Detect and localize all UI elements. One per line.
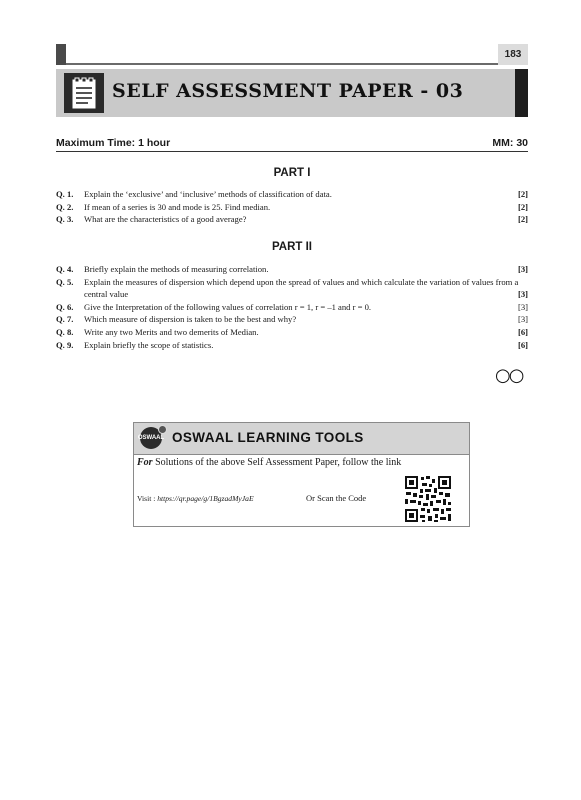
question-marks: [6]: [517, 339, 528, 350]
question-number: Q. 3.: [56, 214, 74, 225]
question-row: [56, 326, 528, 339]
question-number: Q. 9.: [56, 339, 74, 350]
logo-accent-dot: [158, 425, 167, 434]
title-band-accent: [515, 69, 528, 117]
question-text: What are the characteristics of a good average?: [84, 214, 247, 225]
question-text: Explain briefly the scope of statistics.: [84, 339, 214, 350]
subtitle-lead: For: [137, 457, 153, 468]
question-row: [56, 339, 528, 352]
learning-tools-subtitle: [137, 457, 401, 468]
exam-meta-row: [56, 137, 528, 149]
question-row: [56, 213, 528, 226]
question-text: Explain the ‘exclusive’ and ‘inclusive’ methods of classification of data.: [84, 189, 332, 199]
scan-code-label: Or Scan the Code: [306, 493, 367, 503]
question-row: [56, 201, 528, 214]
header-rule: [66, 63, 498, 65]
part-1-title: PART I: [273, 167, 311, 179]
qr-code-icon[interactable]: [404, 475, 452, 523]
page-title: SELF ASSESSMENT PAPER - 03: [112, 80, 464, 102]
question-number: Q. 7.: [56, 314, 74, 325]
question-row: [56, 313, 528, 326]
subtitle-rest: Solutions of the above Self Assessment Paper, follow the link: [152, 457, 402, 468]
visit-label: Visit :: [137, 494, 158, 503]
question-marks: [3]: [517, 289, 528, 300]
question-row: [56, 263, 528, 276]
question-marks: [2]: [517, 189, 528, 199]
question-number: Q. 1.: [56, 189, 74, 199]
question-row: [56, 276, 528, 301]
end-of-paper-mark: ○○: [495, 365, 523, 386]
question-number: Q. 2.: [56, 201, 74, 212]
header-tab-marker: [56, 44, 66, 65]
question-marks: [2]: [517, 201, 528, 212]
solutions-link[interactable]: https://qr.page/g/1BgzadMyJaE: [157, 494, 254, 503]
meta-divider: [56, 151, 528, 152]
question-text: Give the Interpretation of the following values of correlation r = 1, r = –1 and r = 0.: [84, 301, 372, 312]
document-icon: [64, 73, 104, 113]
question-text: Which measure of dispersion is taken to be the best and why?: [84, 314, 297, 325]
question-marks: [3]: [517, 314, 528, 325]
question-text: Briefly explain the methods of measuring correlation.: [84, 264, 269, 274]
learning-tools-title: OSWAAL LEARNING TOOLS: [172, 430, 364, 445]
question-number: Q. 5.: [56, 276, 74, 287]
question-number: Q. 4.: [56, 264, 74, 274]
question-marks: [2]: [517, 214, 528, 225]
question-marks: [3]: [517, 264, 528, 274]
question-text: Write any two Merits and two demerits of Median.: [84, 326, 259, 337]
oswaal-logo-text: OSWAAL: [137, 435, 165, 441]
page-number: 183: [498, 44, 528, 65]
question-text: If mean of a series is 30 and mode is 25. Find median.: [84, 201, 271, 212]
max-time-label: Maximum Time: 1 hour: [56, 137, 171, 149]
visit-line: [137, 494, 254, 503]
question-number: Q. 6.: [56, 301, 74, 312]
question-row: [56, 188, 528, 201]
question-text: Explain the measures of dispersion which depend upon the spread of values and which calculate the variation of values from a central value: [84, 276, 519, 300]
question-row: [56, 301, 528, 314]
question-marks: [3]: [517, 301, 528, 312]
part-2-questions: [56, 263, 528, 351]
part-2-title: PART II: [271, 241, 313, 253]
max-marks-label: MM: 30: [492, 137, 528, 149]
question-number: Q. 8.: [56, 326, 74, 337]
part-1-questions: [56, 188, 528, 226]
question-marks: [6]: [517, 326, 528, 337]
